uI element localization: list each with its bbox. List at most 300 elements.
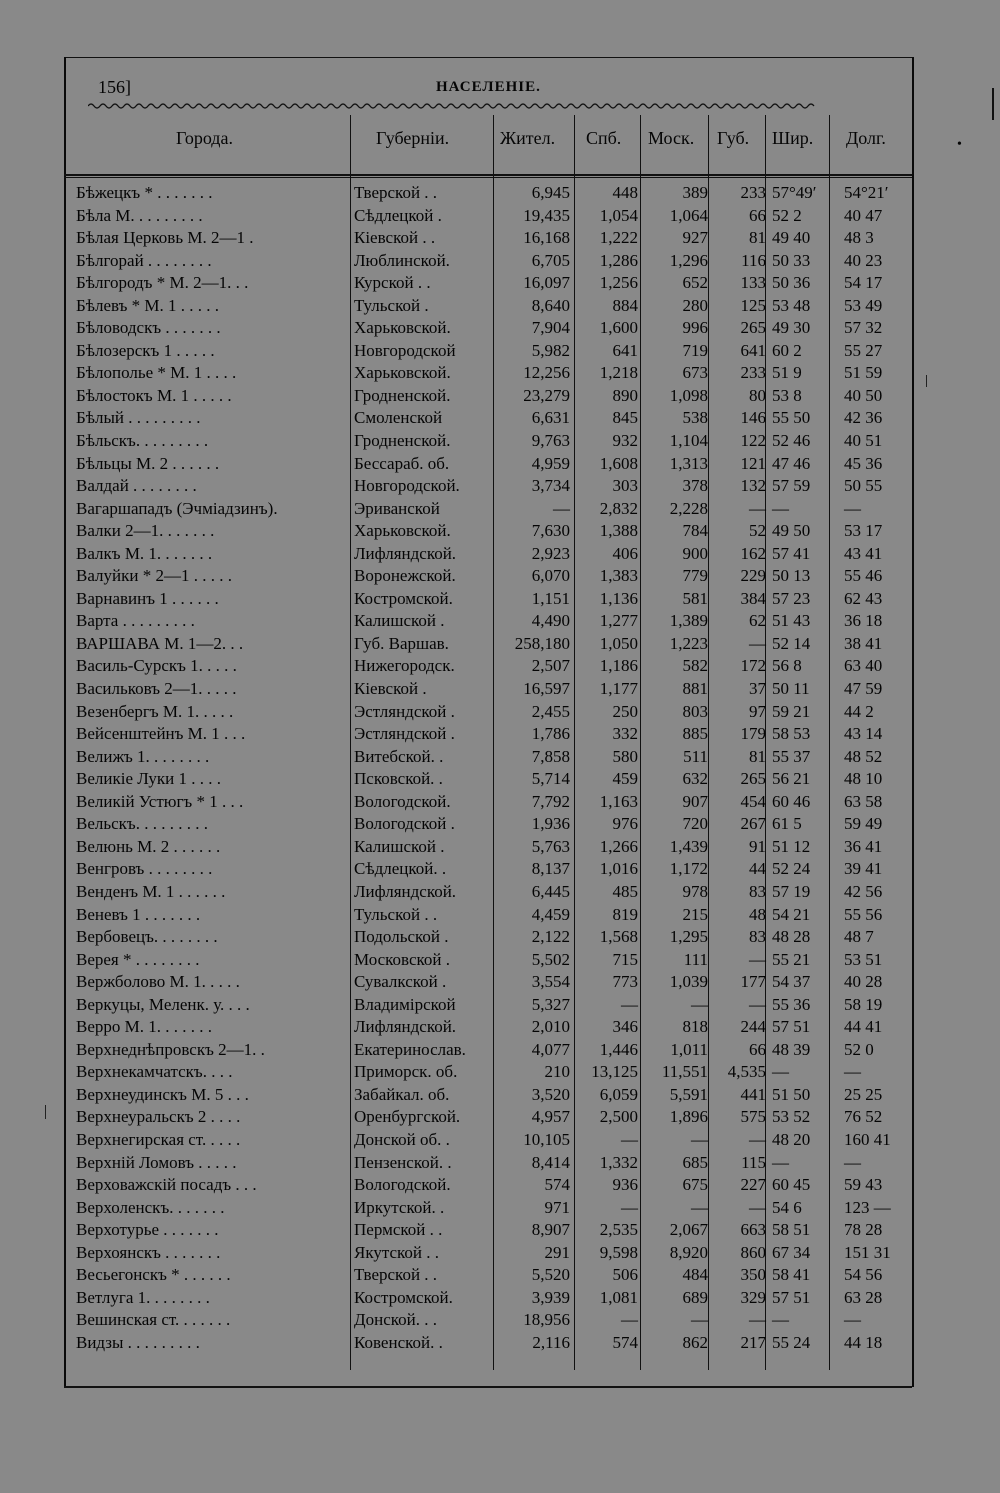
cell-gub-distance: 177 <box>740 972 766 992</box>
cell-spb-distance: 932 <box>612 431 638 451</box>
cell-spb-distance: 1,177 <box>599 679 638 699</box>
cell-gub-distance: 97 <box>749 701 766 721</box>
cell-province: Якутской . . <box>354 1242 440 1262</box>
header-gub: Губ. <box>717 128 750 148</box>
cell-city: Бѣлевъ * М. 1 . . . . . <box>76 295 220 315</box>
cell-province: Сѣдлецкой. . <box>354 859 447 879</box>
cell-spb-distance: 574 <box>612 1332 638 1352</box>
cell-spb-distance: 250 <box>612 701 638 721</box>
cell-latitude: 48 28 <box>772 927 811 947</box>
cell-population: 7,904 <box>531 318 570 338</box>
cell-province: Екатеринослав. <box>354 1039 466 1059</box>
cell-city: Верхнеднѣпровскъ 2—1. . <box>76 1039 265 1059</box>
cell-province: Витебской. . <box>354 746 444 766</box>
cell-latitude: 57 19 <box>772 881 811 901</box>
cell-population: 3,520 <box>531 1084 570 1104</box>
cell-province: Ковенской. . <box>354 1332 443 1352</box>
cell-moscow-distance: 2,067 <box>669 1220 708 1240</box>
cell-population: 258,180 <box>514 633 570 653</box>
cell-longitude: 59 49 <box>844 814 883 834</box>
cell-population: 210 <box>544 1062 570 1082</box>
cell-province: Новгородской <box>354 340 456 360</box>
cell-population: 5,763 <box>531 836 570 856</box>
table-row <box>64 543 912 566</box>
cell-moscow-distance: 1,313 <box>669 453 708 473</box>
cell-gub-distance: 66 <box>749 1039 766 1059</box>
cell-moscow-distance: — <box>691 1197 708 1217</box>
cell-longitude: 57 32 <box>844 318 883 338</box>
cell-gub-distance: 4,535 <box>727 1062 766 1082</box>
cell-population: 8,414 <box>531 1152 570 1172</box>
cell-city: Верхнеудинскъ М. 5 . . . <box>76 1084 249 1104</box>
cell-gub-distance: 122 <box>740 431 766 451</box>
cell-gub-distance: 66 <box>749 205 766 225</box>
cell-population: 23,279 <box>523 385 570 405</box>
cell-province: Нижегородск. <box>354 656 455 676</box>
cell-population: 1,786 <box>531 724 570 744</box>
cell-moscow-distance: 1,223 <box>669 633 708 653</box>
header-moscow: Моск. <box>648 128 695 148</box>
cell-latitude: 54 6 <box>772 1197 802 1217</box>
cell-city: Бѣлостокъ М. 1 . . . . . <box>76 385 232 405</box>
cell-city: Вешинская ст. . . . . . . <box>76 1310 231 1330</box>
table-row <box>64 453 912 476</box>
cell-moscow-distance: 632 <box>682 769 708 789</box>
table-row <box>64 475 912 498</box>
header-population: Жител. <box>500 128 556 148</box>
cell-province: Псковской. . <box>354 769 443 789</box>
cell-gub-distance: 454 <box>740 791 766 811</box>
cell-longitude: — <box>844 1310 861 1330</box>
cell-longitude: 39 41 <box>844 859 883 879</box>
cell-latitude: — <box>772 1152 789 1172</box>
cell-latitude: 50 33 <box>772 250 811 270</box>
cell-gub-distance: 62 <box>749 611 766 631</box>
cell-longitude: 44 18 <box>844 1332 883 1352</box>
cell-population: 2,116 <box>532 1332 570 1352</box>
cell-longitude: 78 28 <box>844 1220 883 1240</box>
cell-population: 19,435 <box>523 205 570 225</box>
margin-tick <box>45 1105 46 1119</box>
cell-moscow-distance: 881 <box>682 679 708 699</box>
cell-moscow-distance: 675 <box>682 1175 708 1195</box>
cell-city: ВАРШАВА М. 1—2. . . <box>76 633 244 653</box>
cell-gub-distance: 172 <box>740 656 766 676</box>
header-rule <box>64 174 912 176</box>
cell-moscow-distance: 673 <box>682 363 708 383</box>
cell-longitude: 43 14 <box>844 724 883 744</box>
cell-province: Вологодской . <box>354 814 455 834</box>
cell-population: 6,070 <box>531 566 570 586</box>
table-row <box>64 1287 912 1310</box>
bottom-rule <box>64 1386 912 1388</box>
cell-moscow-distance: 378 <box>682 476 708 496</box>
cell-latitude: 55 24 <box>772 1332 811 1352</box>
cell-spb-distance: 1,081 <box>599 1287 638 1307</box>
page-number: 156] <box>98 77 131 97</box>
cell-population: 16,168 <box>523 228 570 248</box>
cell-latitude: 47 46 <box>772 453 811 473</box>
cell-population: 6,945 <box>531 183 570 202</box>
cell-moscow-distance: 11,551 <box>661 1062 708 1082</box>
cell-spb-distance: — <box>621 1129 638 1149</box>
cell-spb-distance: 6,059 <box>599 1084 638 1104</box>
cell-spb-distance: — <box>621 1310 638 1330</box>
cell-moscow-distance: — <box>691 1129 708 1149</box>
cell-city: Вельскъ. . . . . . . . . <box>76 814 208 834</box>
cell-latitude: — <box>772 1062 789 1082</box>
cell-moscow-distance: 1,039 <box>669 972 708 992</box>
cell-latitude: 52 46 <box>772 431 811 451</box>
cell-longitude: 54°21′ <box>844 183 889 202</box>
table-row <box>64 1174 912 1197</box>
cell-spb-distance: 1,054 <box>599 205 638 225</box>
cell-moscow-distance: 511 <box>683 746 708 766</box>
cell-moscow-distance: 907 <box>682 791 708 811</box>
cell-province: Лифляндской. <box>354 543 457 563</box>
cell-population: 3,554 <box>531 972 570 992</box>
table-row <box>64 791 912 814</box>
cell-gub-distance: — <box>749 1197 766 1217</box>
cell-province: Донской. . . <box>354 1310 437 1330</box>
margin-tick <box>926 375 927 387</box>
cell-province: Пензенской. . <box>354 1152 452 1172</box>
cell-city: Видзы . . . . . . . . . <box>76 1332 200 1352</box>
table-row <box>64 1016 912 1039</box>
cell-moscow-distance: 538 <box>682 408 708 428</box>
wavy-rule <box>88 101 908 111</box>
cell-gub-distance: 265 <box>740 318 766 338</box>
cell-moscow-distance: 215 <box>682 904 708 924</box>
cell-city: Верхнеуральскъ 2 . . . . <box>76 1107 241 1127</box>
cell-spb-distance: 1,608 <box>599 453 638 473</box>
cell-longitude: 53 51 <box>844 949 883 969</box>
cell-latitude: 57 41 <box>772 543 811 563</box>
cell-gub-distance: 83 <box>749 881 766 901</box>
cell-moscow-distance: 779 <box>682 566 708 586</box>
cell-province: Тверской . . <box>354 183 438 202</box>
header-rule-thin <box>64 177 912 178</box>
cell-latitude: 55 36 <box>772 994 811 1014</box>
cell-gub-distance: 860 <box>740 1242 766 1262</box>
table-row <box>64 1219 912 1242</box>
cell-latitude: 57 51 <box>772 1287 811 1307</box>
cell-population: 7,858 <box>531 746 570 766</box>
cell-city: Валкъ М. 1. . . . . . . <box>76 543 213 563</box>
cell-city: Вержболово М. 1. . . . . <box>76 972 240 992</box>
cell-latitude: 60 45 <box>772 1175 811 1195</box>
cell-province: Московской . <box>354 949 451 969</box>
cell-longitude: 63 58 <box>844 791 883 811</box>
cell-province: Лифляндской. <box>354 1017 457 1037</box>
cell-longitude: 47 59 <box>844 679 883 699</box>
cell-latitude: 50 13 <box>772 566 811 586</box>
cell-gub-distance: 233 <box>740 183 766 202</box>
cell-spb-distance: 506 <box>612 1265 638 1285</box>
cell-moscow-distance: 900 <box>682 543 708 563</box>
cell-city: Верея * . . . . . . . . <box>76 949 200 969</box>
cell-gub-distance: 179 <box>740 724 766 744</box>
cell-longitude: 123 — <box>844 1197 891 1217</box>
cell-latitude: 53 52 <box>772 1107 811 1127</box>
cell-population: 16,597 <box>523 679 570 699</box>
cell-longitude: 51 59 <box>844 363 883 383</box>
cell-population: 4,957 <box>531 1107 570 1127</box>
table-row <box>64 926 912 949</box>
cell-population: 971 <box>544 1197 570 1217</box>
cell-spb-distance: 459 <box>612 769 638 789</box>
cell-city: Бѣльскъ. . . . . . . . . <box>76 431 209 451</box>
cell-longitude: 54 17 <box>844 273 883 293</box>
cell-province: Эстляндской . <box>354 724 455 744</box>
cell-longitude: 48 10 <box>844 769 883 789</box>
cell-province: Гродненской. <box>354 385 451 405</box>
cell-moscow-distance: — <box>691 994 708 1014</box>
cell-longitude: 62 43 <box>844 588 883 608</box>
cell-gub-distance: 121 <box>740 453 766 473</box>
header-city: Города. <box>176 128 233 148</box>
cell-moscow-distance: 484 <box>682 1265 708 1285</box>
table-row <box>64 836 912 859</box>
cell-province: Тульской . . <box>354 904 438 924</box>
cell-population: 2,507 <box>531 656 570 676</box>
cell-city: Валдай . . . . . . . . <box>76 476 197 496</box>
cell-gub-distance: 441 <box>740 1084 766 1104</box>
cell-spb-distance: 1,286 <box>599 250 638 270</box>
cell-longitude: 58 19 <box>844 994 883 1014</box>
cell-gub-distance: 575 <box>740 1107 766 1127</box>
cell-moscow-distance: 581 <box>682 588 708 608</box>
cell-longitude: 52 0 <box>844 1039 874 1059</box>
cell-moscow-distance: 1,011 <box>670 1039 708 1059</box>
cell-longitude: 55 56 <box>844 904 883 924</box>
table-row <box>64 1039 912 1062</box>
cell-city: Великiе Луки 1 . . . . <box>76 769 221 789</box>
cell-spb-distance: 1,016 <box>599 859 638 879</box>
cell-moscow-distance: 1,439 <box>669 836 708 856</box>
cell-longitude: 151 31 <box>844 1242 891 1262</box>
cell-province: Костромской. <box>354 1287 453 1307</box>
cell-latitude: 49 40 <box>772 228 811 248</box>
cell-population: 6,445 <box>531 881 570 901</box>
table-row <box>64 498 912 521</box>
cell-longitude: 53 49 <box>844 295 883 315</box>
cell-province: Тульской . <box>354 295 429 315</box>
cell-population: 12,256 <box>523 363 570 383</box>
cell-moscow-distance: 2,228 <box>669 498 708 518</box>
cell-latitude: 60 2 <box>772 340 802 360</box>
cell-moscow-distance: 389 <box>682 183 708 202</box>
cell-longitude: 53 17 <box>844 521 883 541</box>
table-row <box>64 610 912 633</box>
cell-longitude: 40 23 <box>844 250 883 270</box>
cell-longitude: 40 50 <box>844 385 883 405</box>
cell-population: 2,010 <box>531 1017 570 1037</box>
cell-spb-distance: — <box>621 994 638 1014</box>
table-row <box>64 633 912 656</box>
cell-gub-distance: 384 <box>740 588 766 608</box>
cell-moscow-distance: 1,172 <box>669 859 708 879</box>
cell-spb-distance: 1,446 <box>599 1039 638 1059</box>
cell-moscow-distance: 1,064 <box>669 205 708 225</box>
cell-city: Веркуцы, Меленк. у. . . . <box>76 994 250 1014</box>
cell-population: 5,520 <box>531 1265 570 1285</box>
table-row <box>64 881 912 904</box>
cell-province: Пермской . . <box>354 1220 443 1240</box>
cell-gub-distance: — <box>749 994 766 1014</box>
cell-gub-distance: 329 <box>740 1287 766 1307</box>
cell-moscow-distance: — <box>691 1310 708 1330</box>
table-row <box>64 1061 912 1084</box>
table-row <box>64 317 912 340</box>
cell-population: 5,327 <box>531 994 570 1014</box>
cell-province: Новгородской. <box>354 476 460 496</box>
cell-spb-distance: 9,598 <box>599 1242 638 1262</box>
cell-city: Венгровъ . . . . . . . . <box>76 859 213 879</box>
cell-population: 3,939 <box>531 1287 570 1307</box>
cell-spb-distance: 303 <box>612 476 638 496</box>
cell-spb-distance: 1,266 <box>599 836 638 856</box>
cell-longitude: 63 40 <box>844 656 883 676</box>
cell-latitude: 52 24 <box>772 859 811 879</box>
cell-gub-distance: 132 <box>740 476 766 496</box>
table-row <box>64 994 912 1017</box>
cell-spb-distance: 884 <box>612 295 638 315</box>
cell-province: Калишской . <box>354 836 445 856</box>
cell-city: Вейсенштейнъ М. 1 . . . <box>76 724 246 744</box>
cell-city: Вагаршападъ (Эчмiадзинъ). <box>76 498 278 518</box>
cell-longitude: 160 41 <box>844 1129 891 1149</box>
table-row <box>64 205 912 228</box>
cell-province: Губ. Варшав. <box>354 633 449 653</box>
table-row <box>64 655 912 678</box>
cell-moscow-distance: 582 <box>682 656 708 676</box>
cell-latitude: 52 2 <box>772 205 802 225</box>
cell-latitude: 51 9 <box>772 363 802 383</box>
cell-city: Велюнь М. 2 . . . . . . <box>76 836 221 856</box>
cell-latitude: 48 20 <box>772 1129 811 1149</box>
cell-province: Вологодской. <box>354 1175 451 1195</box>
cell-longitude: 42 36 <box>844 408 883 428</box>
cell-gub-distance: — <box>749 633 766 653</box>
cell-population: 7,792 <box>531 791 570 811</box>
cell-moscow-distance: 803 <box>682 701 708 721</box>
cell-spb-distance: 1,256 <box>599 273 638 293</box>
cell-gub-distance: 115 <box>741 1152 766 1172</box>
cell-province: Эстляндской . <box>354 701 455 721</box>
cell-spb-distance: 715 <box>612 949 638 969</box>
cell-longitude: — <box>844 1062 861 1082</box>
table-row <box>64 340 912 363</box>
cell-spb-distance: 819 <box>612 904 638 924</box>
table-row <box>64 723 912 746</box>
cell-province: Кiевской . <box>354 679 427 699</box>
cell-province: Калишской . <box>354 611 445 631</box>
cell-spb-distance: 890 <box>612 385 638 405</box>
cell-longitude: 55 27 <box>844 340 883 360</box>
cell-longitude: — <box>844 498 861 518</box>
cell-city: Веневъ 1 . . . . . . . <box>76 904 201 924</box>
cell-population: 5,982 <box>531 340 570 360</box>
cell-province: Гродненской. <box>354 431 451 451</box>
cell-spb-distance: 448 <box>612 183 638 202</box>
cell-city: Верхнiй Ломовъ . . . . . <box>76 1152 237 1172</box>
cell-moscow-distance: 280 <box>682 295 708 315</box>
cell-latitude: 58 51 <box>772 1220 811 1240</box>
cell-longitude: 48 7 <box>844 927 874 947</box>
cell-latitude: — <box>772 1310 789 1330</box>
cell-population: 291 <box>544 1242 570 1262</box>
cell-province: Владимiрской <box>354 994 456 1014</box>
cell-gub-distance: 267 <box>740 814 766 834</box>
table-row <box>64 182 912 205</box>
cell-longitude: 36 41 <box>844 836 883 856</box>
cell-latitude: 54 21 <box>772 904 811 924</box>
cell-longitude: 38 41 <box>844 633 883 653</box>
cell-latitude: 57 23 <box>772 588 811 608</box>
margin-dot: • <box>957 137 962 152</box>
cell-gub-distance: 146 <box>740 408 766 428</box>
cell-moscow-distance: 862 <box>682 1332 708 1352</box>
cell-population: 2,455 <box>531 701 570 721</box>
cell-latitude: 54 37 <box>772 972 811 992</box>
cell-province: Оренбургской. <box>354 1107 461 1127</box>
cell-moscow-distance: 1,389 <box>669 611 708 631</box>
cell-gub-distance: 229 <box>740 566 766 586</box>
cell-gub-distance: 125 <box>740 295 766 315</box>
margin-bar <box>992 88 994 120</box>
cell-longitude: 25 25 <box>844 1084 883 1104</box>
cell-city: Верхотурье . . . . . . . <box>76 1220 219 1240</box>
table-row <box>64 701 912 724</box>
cell-province: Смоленской <box>354 408 443 428</box>
cell-latitude: 67 34 <box>772 1242 811 1262</box>
cell-moscow-distance: 719 <box>682 340 708 360</box>
cell-city: Валки 2—1. . . . . . . <box>76 521 215 541</box>
cell-city: Верховажскiй посадъ . . . <box>76 1175 257 1195</box>
cell-province: Сѣдлецкой . <box>354 205 442 225</box>
cell-gub-distance: 83 <box>749 927 766 947</box>
cell-latitude: 59 21 <box>772 701 811 721</box>
cell-city: Бѣжецкъ * . . . . . . . <box>76 183 213 202</box>
cell-spb-distance: 13,125 <box>591 1062 638 1082</box>
cell-city: Валуйки * 2—1 . . . . . <box>76 566 232 586</box>
cell-city: Весьегонскъ * . . . . . . <box>76 1265 231 1285</box>
cell-gub-distance: — <box>749 1310 766 1330</box>
cell-latitude: 58 41 <box>772 1265 811 1285</box>
cell-city: Варнавинъ 1 . . . . . . <box>76 588 219 608</box>
cell-population: 4,490 <box>531 611 570 631</box>
table-row <box>64 1152 912 1175</box>
cell-gub-distance: 265 <box>740 769 766 789</box>
table-row <box>64 227 912 250</box>
cell-latitude: 53 8 <box>772 385 802 405</box>
cell-spb-distance: 1,222 <box>599 228 638 248</box>
cell-spb-distance: 936 <box>612 1175 638 1195</box>
cell-longitude: 44 2 <box>844 701 874 721</box>
table-row <box>64 858 912 881</box>
cell-city: Верхоянскъ . . . . . . . <box>76 1242 221 1262</box>
cell-moscow-distance: 8,920 <box>669 1242 708 1262</box>
cell-moscow-distance: 818 <box>682 1017 708 1037</box>
table-row <box>64 250 912 273</box>
cell-spb-distance: 2,500 <box>599 1107 638 1127</box>
cell-spb-distance: 346 <box>612 1017 638 1037</box>
cell-population: 8,640 <box>531 295 570 315</box>
cell-province: Курской . . <box>354 273 431 293</box>
cell-latitude: 58 53 <box>772 724 811 744</box>
cell-gub-distance: 91 <box>749 836 766 856</box>
